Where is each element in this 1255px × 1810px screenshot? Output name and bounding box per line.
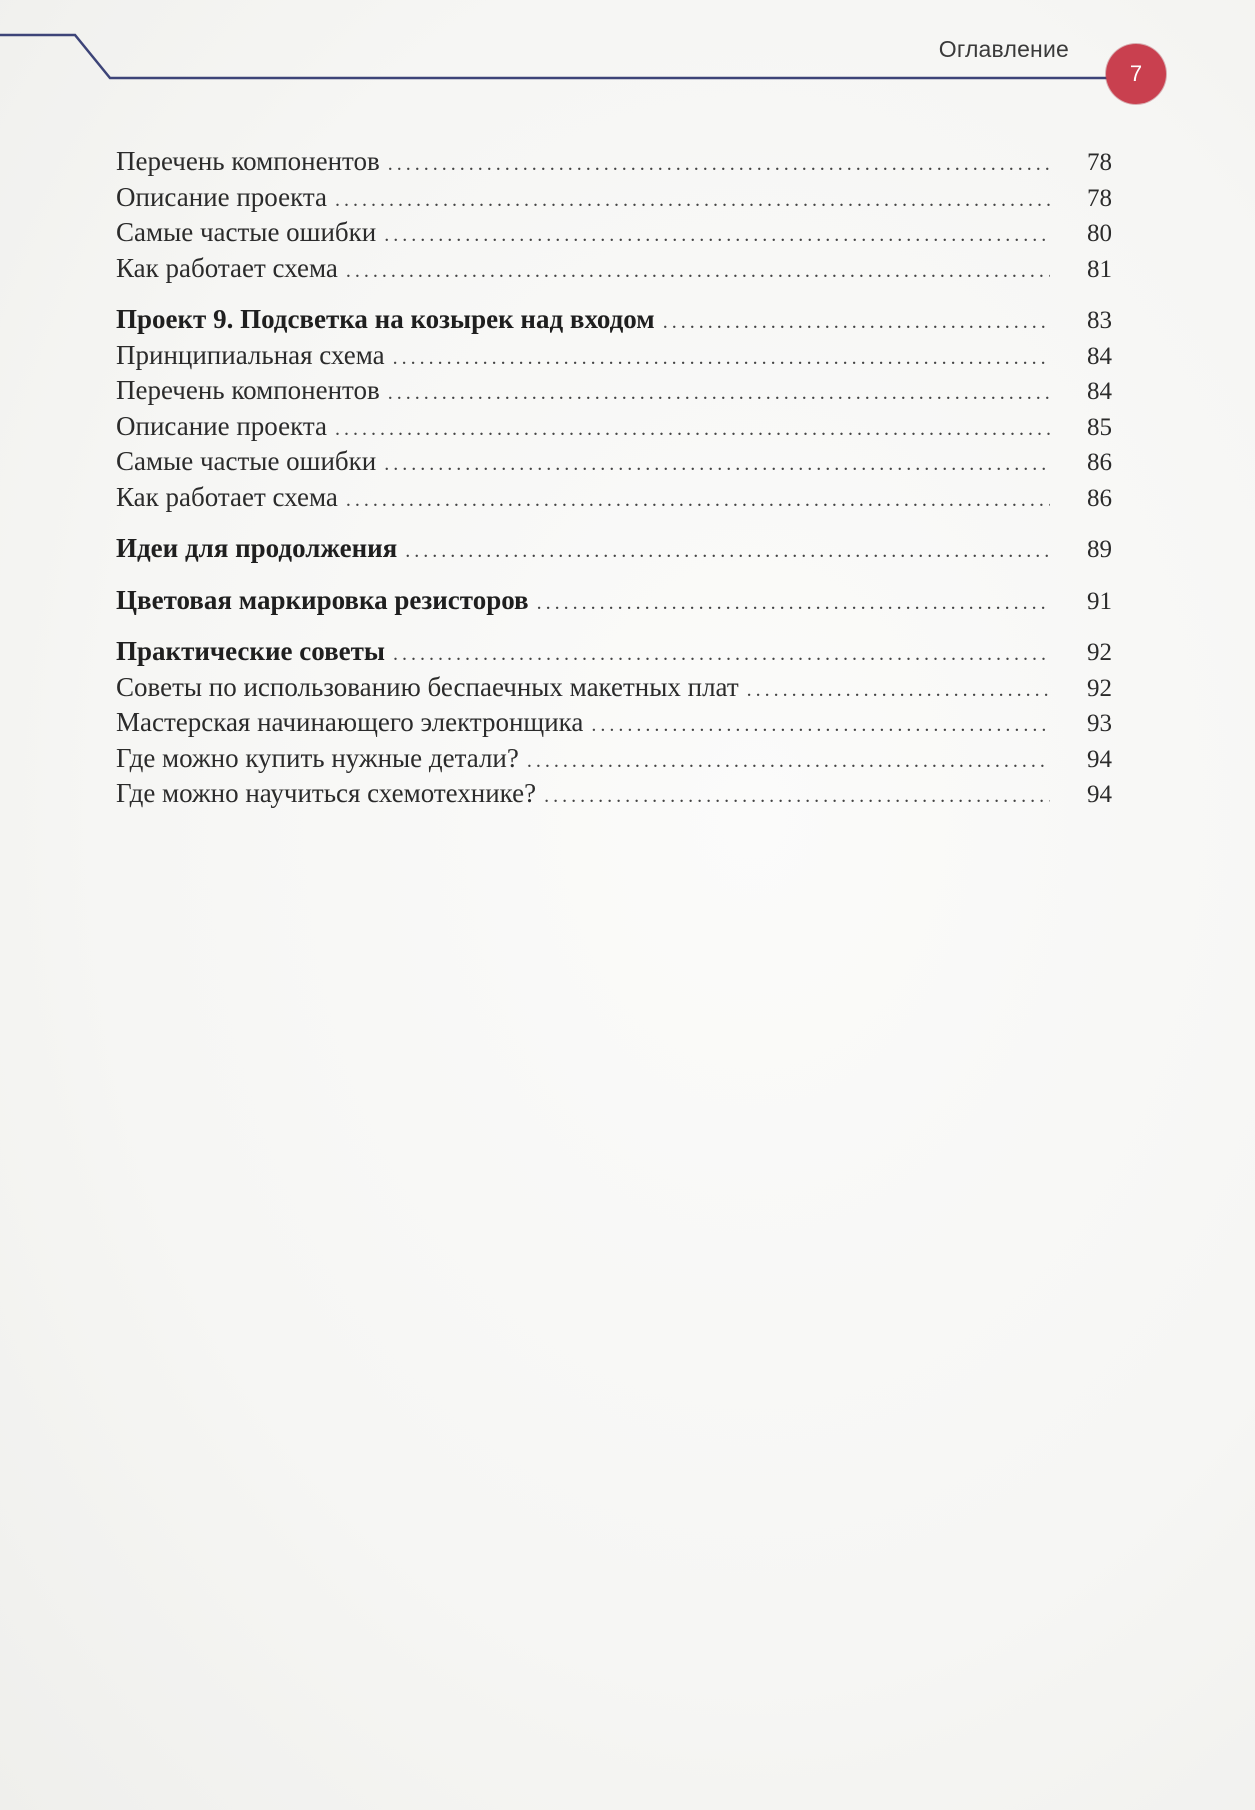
toc-dot-leader (393, 341, 1050, 377)
toc-entry (116, 409, 1112, 445)
toc-group (116, 302, 1112, 515)
toc-dot-leader (537, 586, 1050, 622)
toc-page-number: 85 (1087, 413, 1112, 441)
toc-heading-entry (116, 531, 1112, 567)
toc-entry-title: Описание проекта (116, 410, 327, 441)
toc-entry-title: Идеи для продолжения (116, 533, 398, 563)
toc-dot-leader (393, 637, 1050, 673)
toc-dot-leader (663, 305, 1050, 341)
toc-page-number: 93 (1087, 710, 1112, 737)
toc-page-number: 84 (1087, 378, 1112, 405)
toc-dot-leader (346, 483, 1050, 519)
toc-dot-leader (388, 147, 1050, 183)
toc-entry-title: Как работает схема (116, 481, 338, 512)
toc-entry-title: Перечень компонентов (116, 375, 380, 405)
toc-entry-title: Практические советы (116, 636, 385, 666)
toc-entry-title: Где можно купить нужные детали? (116, 742, 519, 773)
toc-dot-leader (747, 673, 1050, 709)
toc-heading-entry (116, 302, 1112, 338)
toc-group (116, 531, 1112, 567)
toc-group (116, 634, 1112, 812)
toc-page-number: 78 (1087, 149, 1112, 176)
toc-entry (116, 180, 1112, 216)
toc-dot-leader (346, 254, 1050, 290)
toc-page-number: 86 (1087, 484, 1112, 512)
toc-dot-leader (335, 412, 1050, 448)
toc-entry (116, 705, 1112, 741)
toc-entry-title: Где можно научиться схемотехнике? (116, 778, 537, 808)
toc-entry (116, 670, 1112, 706)
toc-entry (116, 444, 1112, 480)
reverse-side-bleed-through (150, 1080, 1110, 1480)
toc-entry (116, 144, 1112, 180)
toc-dot-leader (384, 447, 1050, 483)
toc-dot-leader (335, 183, 1050, 219)
toc-entry (116, 741, 1112, 777)
toc-page-number: 92 (1087, 674, 1112, 702)
toc-page-number: 83 (1087, 307, 1112, 334)
toc-page-number: 81 (1087, 255, 1112, 283)
toc-page-number: 94 (1087, 781, 1112, 808)
toc-entry (116, 215, 1112, 251)
toc-page-number: 78 (1087, 184, 1112, 212)
toc-entry (116, 338, 1112, 374)
toc-entry-title: Самые частые ошибки (116, 217, 377, 247)
page-number-badge: 7 (1106, 44, 1166, 104)
toc-page-number: 86 (1087, 449, 1112, 476)
toc-entry-title: Перечень компонентов (116, 146, 380, 176)
toc-heading-entry (116, 583, 1112, 619)
toc-page-number: 80 (1087, 220, 1112, 247)
toc-entry-title: Мастерская начинающего электронщика (116, 707, 584, 737)
toc-entry-title: Цветовая маркировка резисторов (116, 584, 529, 615)
toc-entry-title: Принципиальная схема (116, 339, 385, 370)
toc-dot-leader (544, 779, 1050, 815)
toc-entry (116, 373, 1112, 409)
toc-heading-entry (116, 634, 1112, 670)
toc-dot-leader (384, 218, 1050, 254)
toc-dot-leader (405, 534, 1050, 570)
toc-entry-title: Самые частые ошибки (116, 446, 377, 476)
toc-group (116, 583, 1112, 619)
toc-dot-leader (591, 708, 1050, 744)
toc-entry (116, 251, 1112, 287)
toc-page-number: 89 (1087, 536, 1112, 563)
toc-page-number: 94 (1087, 745, 1112, 773)
toc-entry (116, 776, 1112, 812)
toc-page-number: 91 (1087, 587, 1112, 615)
toc-entry-title: Советы по использованию беспаечных макетных плат (116, 671, 739, 702)
toc-entry-title: Как работает схема (116, 252, 338, 283)
toc-dot-leader (527, 744, 1050, 780)
toc-entry-title: Описание проекта (116, 181, 327, 212)
table-of-contents (116, 144, 1112, 828)
toc-entry (116, 480, 1112, 516)
toc-dot-leader (388, 376, 1050, 412)
toc-group (116, 144, 1112, 286)
running-header-title: Оглавление (938, 36, 1069, 62)
toc-page-number: 92 (1087, 639, 1112, 666)
toc-page-number: 84 (1087, 342, 1112, 370)
toc-entry-title: Проект 9. Подсветка на козырек над входом (116, 304, 655, 334)
